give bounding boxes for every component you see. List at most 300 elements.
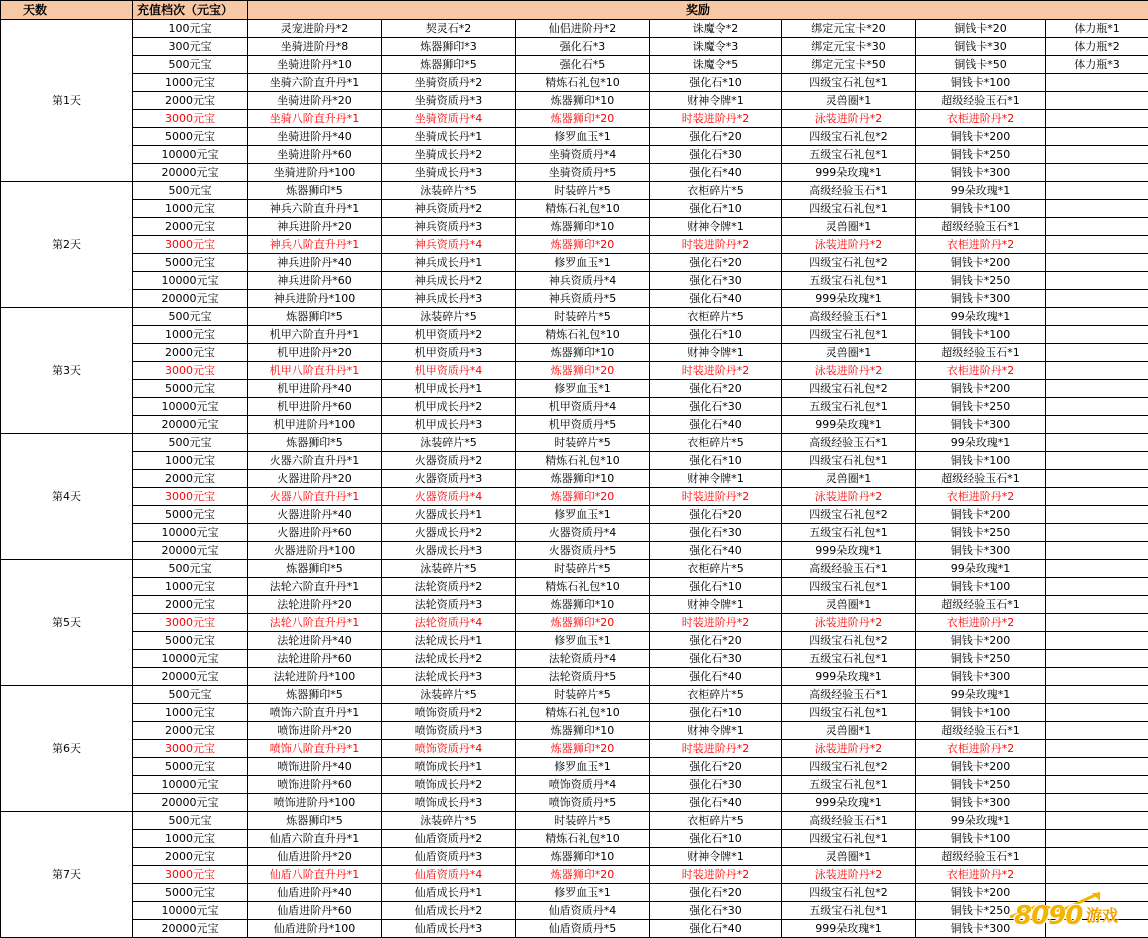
reward-cell: 炼器狮印*10 <box>516 596 650 614</box>
reward-cell: 法轮进阶丹*60 <box>248 650 382 668</box>
logo-number: 8090 <box>1014 901 1082 931</box>
reward-cell: 铜钱卡*250 <box>916 146 1046 164</box>
reward-cell: 时装碎片*5 <box>516 308 650 326</box>
reward-cell: 仙盾成长丹*2 <box>382 902 516 920</box>
reward-cell: 泳装进阶丹*2 <box>782 614 916 632</box>
reward-cell <box>1046 452 1148 470</box>
reward-cell <box>1046 416 1148 434</box>
reward-cell: 绑定元宝卡*30 <box>782 38 916 56</box>
reward-cell: 铜钱卡*200 <box>916 506 1046 524</box>
reward-cell: 机甲进阶丹*40 <box>248 380 382 398</box>
reward-cell: 财神令牌*1 <box>650 848 782 866</box>
tier-cell: 10000元宝 <box>133 146 248 164</box>
tier-cell: 20000元宝 <box>133 416 248 434</box>
reward-cell: 仙盾资质丹*4 <box>382 866 516 884</box>
reward-cell: 泳装碎片*5 <box>382 434 516 452</box>
reward-cell <box>1046 308 1148 326</box>
reward-cell: 炼器狮印*5 <box>248 686 382 704</box>
reward-cell <box>1046 776 1148 794</box>
reward-cell: 喷饰资质丹*3 <box>382 722 516 740</box>
tier-cell: 20000元宝 <box>133 542 248 560</box>
reward-cell: 衣柜进阶丹*2 <box>916 488 1046 506</box>
reward-cell <box>1046 866 1148 884</box>
reward-cell: 999朵玫瑰*1 <box>782 290 916 308</box>
reward-cell: 铜钱卡*100 <box>916 452 1046 470</box>
table-row <box>1 470 1148 488</box>
reward-cell: 精炼石礼包*10 <box>516 452 650 470</box>
tier-cell: 5000元宝 <box>133 254 248 272</box>
reward-cell: 机甲资质丹*4 <box>382 362 516 380</box>
table-row <box>1 290 1148 308</box>
tier-cell: 2000元宝 <box>133 218 248 236</box>
reward-cell: 超级经验玉石*1 <box>916 92 1046 110</box>
reward-cell: 炼器狮印*10 <box>516 470 650 488</box>
reward-cell: 泳装进阶丹*2 <box>782 866 916 884</box>
table-row <box>1 920 1148 938</box>
reward-cell: 机甲成长丹*3 <box>382 416 516 434</box>
reward-cell: 精炼石礼包*10 <box>516 326 650 344</box>
reward-cell: 铜钱卡*100 <box>916 74 1046 92</box>
reward-cell: 高级经验玉石*1 <box>782 812 916 830</box>
reward-cell <box>1046 362 1148 380</box>
reward-cell: 五级宝石礼包*1 <box>782 272 916 290</box>
reward-cell <box>1046 434 1148 452</box>
tier-cell: 2000元宝 <box>133 722 248 740</box>
reward-cell: 神兵成长丹*3 <box>382 290 516 308</box>
reward-cell: 炼器狮印*20 <box>516 740 650 758</box>
reward-cell: 机甲资质丹*2 <box>382 326 516 344</box>
reward-cell: 99朵玫瑰*1 <box>916 308 1046 326</box>
header-days: 天数 <box>1 1 133 20</box>
reward-cell <box>1046 812 1148 830</box>
reward-cell: 坐骑成长丹*3 <box>382 164 516 182</box>
table-row <box>1 254 1148 272</box>
reward-cell: 衣柜进阶丹*2 <box>916 614 1046 632</box>
reward-cell <box>1046 758 1148 776</box>
table-row <box>1 236 1148 254</box>
reward-cell <box>1046 74 1148 92</box>
tier-cell: 5000元宝 <box>133 380 248 398</box>
reward-cell: 坐骑进阶丹*8 <box>248 38 382 56</box>
tier-cell: 20000元宝 <box>133 920 248 938</box>
reward-cell: 喷饰资质丹*2 <box>382 704 516 722</box>
reward-cell: 时装碎片*5 <box>516 434 650 452</box>
table-row <box>1 164 1148 182</box>
reward-cell: 仙盾资质丹*3 <box>382 848 516 866</box>
reward-cell: 五级宝石礼包*1 <box>782 146 916 164</box>
reward-cell: 灵宠进阶丹*2 <box>248 20 382 38</box>
tier-cell: 1000元宝 <box>133 830 248 848</box>
reward-cell: 仙侣进阶丹*2 <box>516 20 650 38</box>
reward-cell: 喷饰成长丹*3 <box>382 794 516 812</box>
reward-cell: 喷饰资质丹*4 <box>382 740 516 758</box>
reward-cell: 诛魔令*5 <box>650 56 782 74</box>
reward-cell: 灵兽圈*1 <box>782 218 916 236</box>
table-row <box>1 398 1148 416</box>
reward-cell: 强化石*40 <box>650 668 782 686</box>
table-row <box>1 524 1148 542</box>
reward-cell: 泳装碎片*5 <box>382 560 516 578</box>
table-row <box>1 308 1148 326</box>
reward-cell: 999朵玫瑰*1 <box>782 920 916 938</box>
reward-cell: 灵兽圈*1 <box>782 470 916 488</box>
reward-cell: 铜钱卡*250 <box>916 272 1046 290</box>
reward-cell: 炼器狮印*20 <box>516 488 650 506</box>
table-row <box>1 812 1148 830</box>
tier-cell: 3000元宝 <box>133 110 248 128</box>
reward-cell <box>1046 614 1148 632</box>
reward-cell: 强化石*20 <box>650 128 782 146</box>
reward-cell: 强化石*30 <box>650 398 782 416</box>
reward-cell: 火器成长丹*2 <box>382 524 516 542</box>
reward-cell: 铜钱卡*30 <box>916 38 1046 56</box>
table-row <box>1 146 1148 164</box>
reward-cell: 强化石*10 <box>650 830 782 848</box>
reward-cell: 999朵玫瑰*1 <box>782 164 916 182</box>
reward-cell: 机甲六阶直升丹*1 <box>248 326 382 344</box>
reward-cell: 坐骑进阶丹*40 <box>248 128 382 146</box>
reward-cell: 强化石*10 <box>650 578 782 596</box>
reward-cell: 神兵成长丹*2 <box>382 272 516 290</box>
reward-cell: 火器资质丹*4 <box>382 488 516 506</box>
reward-cell: 财神令牌*1 <box>650 470 782 488</box>
reward-cell: 炼器狮印*20 <box>516 236 650 254</box>
reward-cell: 火器资质丹*4 <box>516 524 650 542</box>
table-row <box>1 776 1148 794</box>
table-row <box>1 326 1148 344</box>
reward-cell: 高级经验玉石*1 <box>782 686 916 704</box>
reward-cell: 强化石*40 <box>650 920 782 938</box>
reward-cell: 铜钱卡*100 <box>916 200 1046 218</box>
reward-cell: 衣柜碎片*5 <box>650 182 782 200</box>
reward-cell: 体力瓶*1 <box>1046 20 1148 38</box>
reward-cell <box>1046 380 1148 398</box>
reward-cell: 炼器狮印*20 <box>516 110 650 128</box>
reward-cell: 坐骑资质丹*4 <box>516 146 650 164</box>
reward-cell: 修罗血玉*1 <box>516 632 650 650</box>
table-row <box>1 758 1148 776</box>
tier-cell: 10000元宝 <box>133 776 248 794</box>
table-row <box>1 362 1148 380</box>
reward-cell: 坐骑资质丹*4 <box>382 110 516 128</box>
tier-cell: 20000元宝 <box>133 668 248 686</box>
reward-cell: 铜钱卡*20 <box>916 20 1046 38</box>
reward-cell: 铜钱卡*300 <box>916 668 1046 686</box>
reward-cell: 坐骑进阶丹*20 <box>248 92 382 110</box>
reward-cell <box>1046 704 1148 722</box>
reward-cell: 契灵石*2 <box>382 20 516 38</box>
reward-cell: 铜钱卡*200 <box>916 254 1046 272</box>
reward-cell: 999朵玫瑰*1 <box>782 794 916 812</box>
reward-cell: 强化石*10 <box>650 452 782 470</box>
reward-cell: 四级宝石礼包*2 <box>782 884 916 902</box>
tier-cell: 3000元宝 <box>133 614 248 632</box>
reward-cell: 喷饰进阶丹*20 <box>248 722 382 740</box>
reward-cell <box>1046 560 1148 578</box>
reward-cell: 炼器狮印*5 <box>248 812 382 830</box>
reward-cell: 仙盾进阶丹*100 <box>248 920 382 938</box>
reward-cell: 精炼石礼包*10 <box>516 830 650 848</box>
reward-cell <box>1046 524 1148 542</box>
reward-cell <box>1046 326 1148 344</box>
reward-cell: 泳装进阶丹*2 <box>782 488 916 506</box>
reward-cell: 时装进阶丹*2 <box>650 488 782 506</box>
reward-cell: 强化石*40 <box>650 794 782 812</box>
reward-cell: 仙盾成长丹*3 <box>382 920 516 938</box>
reward-cell: 强化石*40 <box>650 542 782 560</box>
reward-cell <box>1046 344 1148 362</box>
reward-cell: 强化石*20 <box>650 254 782 272</box>
reward-cell: 四级宝石礼包*2 <box>782 254 916 272</box>
reward-cell: 泳装进阶丹*2 <box>782 110 916 128</box>
reward-cell: 炼器狮印*10 <box>516 848 650 866</box>
reward-cell: 五级宝石礼包*1 <box>782 650 916 668</box>
reward-cell: 铜钱卡*200 <box>916 632 1046 650</box>
tier-cell: 10000元宝 <box>133 902 248 920</box>
reward-cell: 四级宝石礼包*1 <box>782 830 916 848</box>
reward-cell: 仙盾资质丹*2 <box>382 830 516 848</box>
reward-cell: 财神令牌*1 <box>650 596 782 614</box>
reward-cell: 修罗血玉*1 <box>516 380 650 398</box>
reward-cell <box>1046 686 1148 704</box>
tier-cell: 1000元宝 <box>133 200 248 218</box>
reward-cell: 火器资质丹*2 <box>382 452 516 470</box>
reward-cell <box>1046 218 1148 236</box>
tier-cell: 2000元宝 <box>133 470 248 488</box>
table-row <box>1 416 1148 434</box>
reward-cell: 灵兽圈*1 <box>782 722 916 740</box>
tier-cell: 500元宝 <box>133 434 248 452</box>
reward-cell: 机甲进阶丹*60 <box>248 398 382 416</box>
reward-cell: 强化石*30 <box>650 146 782 164</box>
reward-cell: 修罗血玉*1 <box>516 506 650 524</box>
tier-cell: 10000元宝 <box>133 650 248 668</box>
reward-cell: 修罗血玉*1 <box>516 254 650 272</box>
table-row <box>1 686 1148 704</box>
reward-cell: 铜钱卡*300 <box>916 542 1046 560</box>
reward-cell: 机甲八阶直升丹*1 <box>248 362 382 380</box>
tier-cell: 300元宝 <box>133 38 248 56</box>
reward-cell: 强化石*10 <box>650 326 782 344</box>
tier-cell: 3000元宝 <box>133 866 248 884</box>
reward-cell: 财神令牌*1 <box>650 92 782 110</box>
day-label: 第6天 <box>1 686 133 812</box>
reward-cell <box>1046 398 1148 416</box>
reward-cell <box>1046 146 1148 164</box>
reward-cell: 时装碎片*5 <box>516 686 650 704</box>
table-row <box>1 866 1148 884</box>
reward-cell: 绑定元宝卡*50 <box>782 56 916 74</box>
reward-cell: 坐骑进阶丹*10 <box>248 56 382 74</box>
reward-cell: 99朵玫瑰*1 <box>916 560 1046 578</box>
reward-cell: 铜钱卡*50 <box>916 56 1046 74</box>
tier-cell: 500元宝 <box>133 308 248 326</box>
reward-cell: 强化石*30 <box>650 776 782 794</box>
table-row <box>1 20 1148 38</box>
reward-cell: 泳装进阶丹*2 <box>782 236 916 254</box>
reward-cell: 坐骑资质丹*5 <box>516 164 650 182</box>
reward-cell: 强化石*20 <box>650 380 782 398</box>
reward-cell: 绑定元宝卡*20 <box>782 20 916 38</box>
reward-cell: 强化石*40 <box>650 416 782 434</box>
reward-cell: 喷饰成长丹*2 <box>382 776 516 794</box>
reward-cell: 神兵成长丹*1 <box>382 254 516 272</box>
reward-cell: 神兵资质丹*5 <box>516 290 650 308</box>
reward-cell: 精炼石礼包*10 <box>516 200 650 218</box>
reward-cell: 神兵六阶直升丹*1 <box>248 200 382 218</box>
reward-cell: 铜钱卡*250 <box>916 776 1046 794</box>
reward-cell: 铜钱卡*200 <box>916 758 1046 776</box>
reward-cell: 炼器狮印*20 <box>516 866 650 884</box>
table-row <box>1 182 1148 200</box>
reward-cell: 铜钱卡*250 <box>916 524 1046 542</box>
reward-cell: 火器成长丹*1 <box>382 506 516 524</box>
site-logo <box>1000 887 1140 933</box>
reward-cell: 强化石*30 <box>650 272 782 290</box>
table-row <box>1 704 1148 722</box>
reward-cell: 修罗血玉*1 <box>516 128 650 146</box>
reward-cell: 炼器狮印*5 <box>248 560 382 578</box>
tier-cell: 20000元宝 <box>133 794 248 812</box>
reward-cell: 坐骑资质丹*3 <box>382 92 516 110</box>
reward-cell: 时装进阶丹*2 <box>650 740 782 758</box>
header-row <box>1 1 1148 20</box>
reward-cell: 精炼石礼包*10 <box>516 704 650 722</box>
reward-cell: 四级宝石礼包*1 <box>782 326 916 344</box>
reward-cell: 五级宝石礼包*1 <box>782 902 916 920</box>
reward-cell: 坐骑六阶直升丹*1 <box>248 74 382 92</box>
reward-cell: 五级宝石礼包*1 <box>782 524 916 542</box>
reward-cell: 强化石*20 <box>650 632 782 650</box>
table-row <box>1 128 1148 146</box>
reward-cell: 衣柜碎片*5 <box>650 812 782 830</box>
reward-cell: 神兵资质丹*4 <box>516 272 650 290</box>
reward-cell: 泳装进阶丹*2 <box>782 362 916 380</box>
table-row <box>1 722 1148 740</box>
day-label: 第4天 <box>1 434 133 560</box>
reward-cell <box>1046 110 1148 128</box>
reward-cell: 神兵进阶丹*20 <box>248 218 382 236</box>
tier-cell: 10000元宝 <box>133 398 248 416</box>
reward-cell: 火器进阶丹*100 <box>248 542 382 560</box>
reward-cell: 铜钱卡*200 <box>916 380 1046 398</box>
table-row <box>1 614 1148 632</box>
reward-cell: 法轮资质丹*3 <box>382 596 516 614</box>
reward-cell: 炼器狮印*20 <box>516 362 650 380</box>
reward-cell: 法轮资质丹*2 <box>382 578 516 596</box>
tier-cell: 2000元宝 <box>133 596 248 614</box>
reward-cell: 泳装进阶丹*2 <box>782 740 916 758</box>
reward-cell: 机甲资质丹*5 <box>516 416 650 434</box>
reward-cell: 铜钱卡*100 <box>916 578 1046 596</box>
tier-cell: 3000元宝 <box>133 488 248 506</box>
reward-cell: 坐骑八阶直升丹*1 <box>248 110 382 128</box>
reward-cell: 衣柜进阶丹*2 <box>916 236 1046 254</box>
reward-cell: 超级经验玉石*1 <box>916 596 1046 614</box>
reward-cell: 强化石*10 <box>650 704 782 722</box>
tier-cell: 5000元宝 <box>133 128 248 146</box>
reward-cell <box>1046 578 1148 596</box>
reward-cell: 火器资质丹*3 <box>382 470 516 488</box>
reward-cell: 超级经验玉石*1 <box>916 344 1046 362</box>
reward-cell: 神兵进阶丹*100 <box>248 290 382 308</box>
tier-cell: 1000元宝 <box>133 326 248 344</box>
reward-cell: 体力瓶*2 <box>1046 38 1148 56</box>
logo-text: 游戏 <box>1086 903 1118 926</box>
reward-cell: 强化石*40 <box>650 290 782 308</box>
reward-cell: 喷饰成长丹*1 <box>382 758 516 776</box>
reward-cell: 机甲成长丹*1 <box>382 380 516 398</box>
tier-cell: 500元宝 <box>133 182 248 200</box>
reward-cell: 时装进阶丹*2 <box>650 362 782 380</box>
reward-cell: 强化石*5 <box>516 56 650 74</box>
reward-cell: 神兵进阶丹*40 <box>248 254 382 272</box>
reward-cell: 火器进阶丹*40 <box>248 506 382 524</box>
day-label: 第2天 <box>1 182 133 308</box>
reward-cell: 机甲成长丹*2 <box>382 398 516 416</box>
reward-cell: 强化石*10 <box>650 74 782 92</box>
reward-cell <box>1046 164 1148 182</box>
table-row <box>1 830 1148 848</box>
table-row <box>1 344 1148 362</box>
reward-cell: 修罗血玉*1 <box>516 884 650 902</box>
reward-cell: 铜钱卡*250 <box>916 650 1046 668</box>
reward-cell: 坐骑成长丹*2 <box>382 146 516 164</box>
reward-cell: 高级经验玉石*1 <box>782 434 916 452</box>
reward-cell: 神兵资质丹*3 <box>382 218 516 236</box>
reward-cell <box>1046 506 1148 524</box>
reward-cell: 强化石*30 <box>650 902 782 920</box>
reward-cell <box>1046 236 1148 254</box>
reward-cell: 四级宝石礼包*2 <box>782 758 916 776</box>
reward-cell: 仙盾八阶直升丹*1 <box>248 866 382 884</box>
table-row <box>1 218 1148 236</box>
tier-cell: 1000元宝 <box>133 452 248 470</box>
table-row <box>1 848 1148 866</box>
tier-cell: 500元宝 <box>133 560 248 578</box>
reward-cell: 神兵资质丹*4 <box>382 236 516 254</box>
reward-cell: 衣柜碎片*5 <box>650 560 782 578</box>
reward-cell <box>1046 722 1148 740</box>
reward-cell: 喷饰资质丹*4 <box>516 776 650 794</box>
reward-cell: 时装碎片*5 <box>516 182 650 200</box>
reward-cell: 仙盾资质丹*4 <box>516 902 650 920</box>
reward-cell <box>1046 290 1148 308</box>
reward-cell: 四级宝石礼包*2 <box>782 632 916 650</box>
reward-cell: 坐骑进阶丹*60 <box>248 146 382 164</box>
reward-cell: 时装进阶丹*2 <box>650 110 782 128</box>
table-row <box>1 506 1148 524</box>
day-label: 第1天 <box>1 20 133 182</box>
table-row <box>1 578 1148 596</box>
table-row <box>1 38 1148 56</box>
reward-cell: 火器资质丹*5 <box>516 542 650 560</box>
reward-cell: 机甲资质丹*3 <box>382 344 516 362</box>
tier-cell: 3000元宝 <box>133 740 248 758</box>
reward-cell: 机甲进阶丹*20 <box>248 344 382 362</box>
reward-cell: 仙盾进阶丹*40 <box>248 884 382 902</box>
reward-cell: 炼器狮印*10 <box>516 722 650 740</box>
reward-cell: 铜钱卡*250 <box>916 902 1046 920</box>
reward-cell: 四级宝石礼包*2 <box>782 128 916 146</box>
table-row <box>1 632 1148 650</box>
tier-cell: 100元宝 <box>133 20 248 38</box>
reward-cell: 强化石*20 <box>650 506 782 524</box>
reward-cell: 神兵八阶直升丹*1 <box>248 236 382 254</box>
tier-cell: 10000元宝 <box>133 524 248 542</box>
tier-cell: 500元宝 <box>133 56 248 74</box>
table-row <box>1 272 1148 290</box>
